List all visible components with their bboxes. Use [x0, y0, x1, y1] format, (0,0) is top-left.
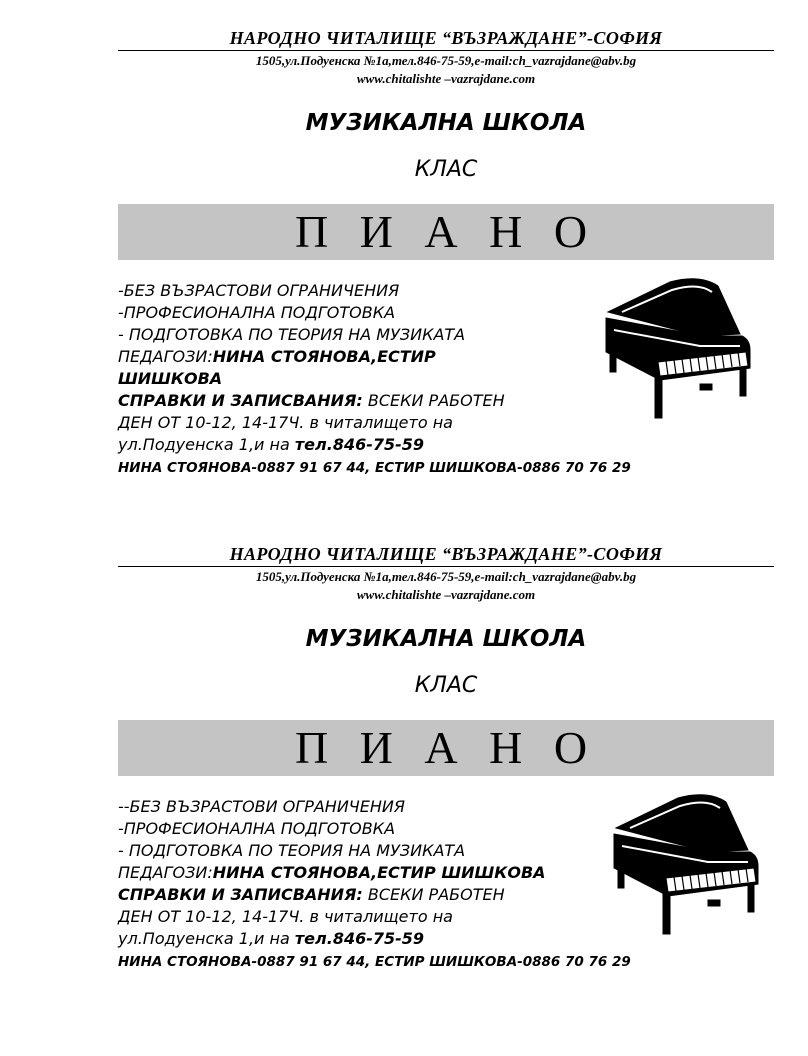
teachers-label: ПЕДАГОЗИ: — [118, 863, 213, 882]
contact-phones: НИНА СТОЯНОВА-0887 91 67 44, ЕСТИР ШИШКОВА-0886 70 76 29 — [118, 460, 631, 476]
teachers-names: НИНА СТОЯНОВА,ЕСТИР — [212, 347, 436, 366]
header-divider — [118, 50, 774, 51]
inquiries-label: СПРАВКИ И ЗАПИСВАНИЯ: — [118, 885, 363, 904]
street: ул.Подуенска 1,и на — [118, 929, 295, 948]
grand-piano-icon — [600, 274, 760, 424]
header-divider — [118, 566, 774, 567]
contact-phones: НИНА СТОЯНОВА-0887 91 67 44, ЕСТИР ШИШКОВА-0886 70 76 29 — [118, 954, 631, 970]
instrument-banner — [118, 204, 774, 260]
inquiries-text: ВСЕКИ РАБОТЕН — [362, 391, 505, 410]
feature-line: --БЕЗ ВЪЗРАСТОВИ ОГРАНИЧЕНИЯ — [118, 797, 405, 816]
street: ул.Подуенска 1,и на — [118, 435, 295, 454]
teachers-names-cont: ШИШКОВА — [118, 369, 223, 388]
org-website: www.chitalishte –vazrajdane.com — [356, 71, 536, 86]
class-label: КЛАС — [414, 673, 478, 698]
inquiries-label: СПРАВКИ И ЗАПИСВАНИЯ: — [118, 391, 363, 410]
phone: тел.846-75-59 — [294, 929, 425, 948]
school-title: МУЗИКАЛНА ШКОЛА — [305, 110, 587, 136]
instrument-title: П И А Н О — [294, 206, 598, 257]
feature-line: - ПОДГОТОВКА ПО ТЕОРИЯ НА МУЗИКАТА — [118, 841, 466, 860]
feature-line: -БЕЗ ВЪЗРАСТОВИ ОГРАНИЧЕНИЯ — [118, 281, 400, 300]
org-address: 1505,ул.Подуенска №1а,тел.846-75-59,e-mail:ch_vazrajdane@abv.bg — [255, 569, 637, 584]
teachers-names: НИНА СТОЯНОВА,ЕСТИР ШИШКОВА — [212, 863, 546, 882]
feature-line: -ПРОФЕСИОНАЛНА ПОДГОТОВКА — [118, 303, 396, 322]
teachers-label: ПЕДАГОЗИ: — [118, 347, 213, 366]
org-website: www.chitalishte –vazrajdane.com — [356, 587, 536, 602]
flyer-2 — [0, 516, 808, 1016]
hours-line: ДЕН ОТ 10-12, 14-17Ч. в читалището на — [118, 413, 453, 432]
org-name: НАРОДНО ЧИТАЛИЩЕ “ВЪЗРАЖДАНЕ”-СОФИЯ — [229, 28, 663, 48]
feature-line: -ПРОФЕСИОНАЛНА ПОДГОТОВКА — [118, 819, 396, 838]
class-label: КЛАС — [414, 157, 478, 182]
org-address: 1505,ул.Подуенска №1а,тел.846-75-59,e-mail:ch_vazrajdane@abv.bg — [255, 53, 637, 68]
instrument-banner — [118, 720, 774, 776]
inquiries-text: ВСЕКИ РАБОТЕН — [362, 885, 505, 904]
flyer-1 — [0, 0, 808, 500]
org-name: НАРОДНО ЧИТАЛИЩЕ “ВЪЗРАЖДАНЕ”-СОФИЯ — [229, 544, 663, 564]
address-line — [118, 434, 758, 456]
feature-line: - ПОДГОТОВКА ПО ТЕОРИЯ НА МУЗИКАТА — [118, 325, 466, 344]
instrument-title: П И А Н О — [294, 722, 598, 773]
school-title: МУЗИКАЛНА ШКОЛА — [305, 626, 587, 652]
grand-piano-icon — [608, 790, 768, 940]
hours-line: ДЕН ОТ 10-12, 14-17Ч. в читалището на — [118, 907, 453, 926]
phone: тел.846-75-59 — [294, 435, 425, 454]
